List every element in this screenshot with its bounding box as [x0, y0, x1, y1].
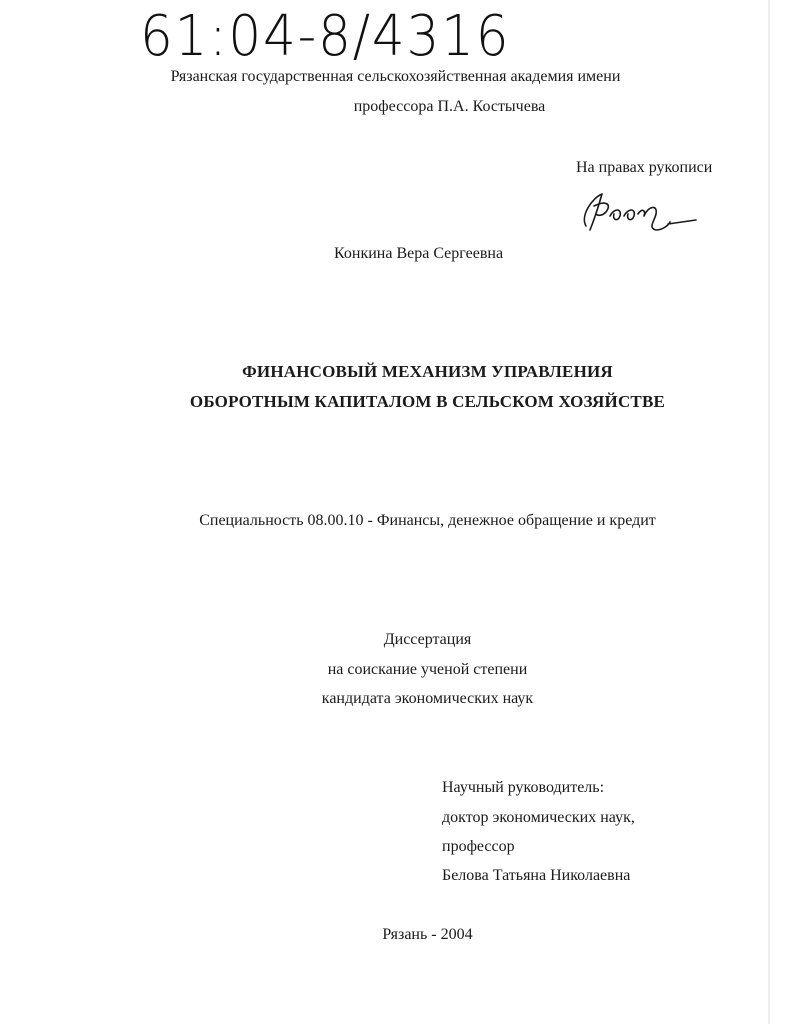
rights-note: На правах рукописи	[576, 159, 713, 176]
author-name: Конкина Вера Сергеевна	[334, 245, 504, 262]
title-line-1: ФИНАНСОВЫЙ МЕХАНИЗМ УПРАВЛЕНИЯ	[242, 362, 613, 381]
place-and-year: Рязань - 2004	[382, 926, 473, 943]
specialty: Специальность 08.00.10 - Финансы, денежное обращение и кредит	[199, 512, 656, 529]
archive-code-handwritten: 61:04-8/4316	[140, 4, 511, 69]
degree-line-1: Диссертация	[383, 631, 472, 648]
degree-line-3: кандидата экономических наук	[321, 690, 534, 707]
supervisor-label: Научный руководитель:	[442, 779, 605, 796]
title-line-2: ОБОРОТНЫМ КАПИТАЛОМ В СЕЛЬСКОМ ХОЗЯЙСТВЕ	[189, 392, 666, 411]
supervisor-degree: доктор экономических наук,	[442, 809, 635, 826]
supervisor-rank: профессор	[442, 838, 515, 855]
institution-line-2: профессора П.А. Костычева	[353, 98, 546, 115]
author-signature	[572, 186, 702, 242]
degree-line-2: на соискание ученой степени	[327, 661, 528, 678]
supervisor-name: Белова Татьяна Николаевна	[442, 867, 631, 884]
institution-line-1: Рязанская государственная сельскохозяйственная академия имени	[170, 68, 621, 85]
